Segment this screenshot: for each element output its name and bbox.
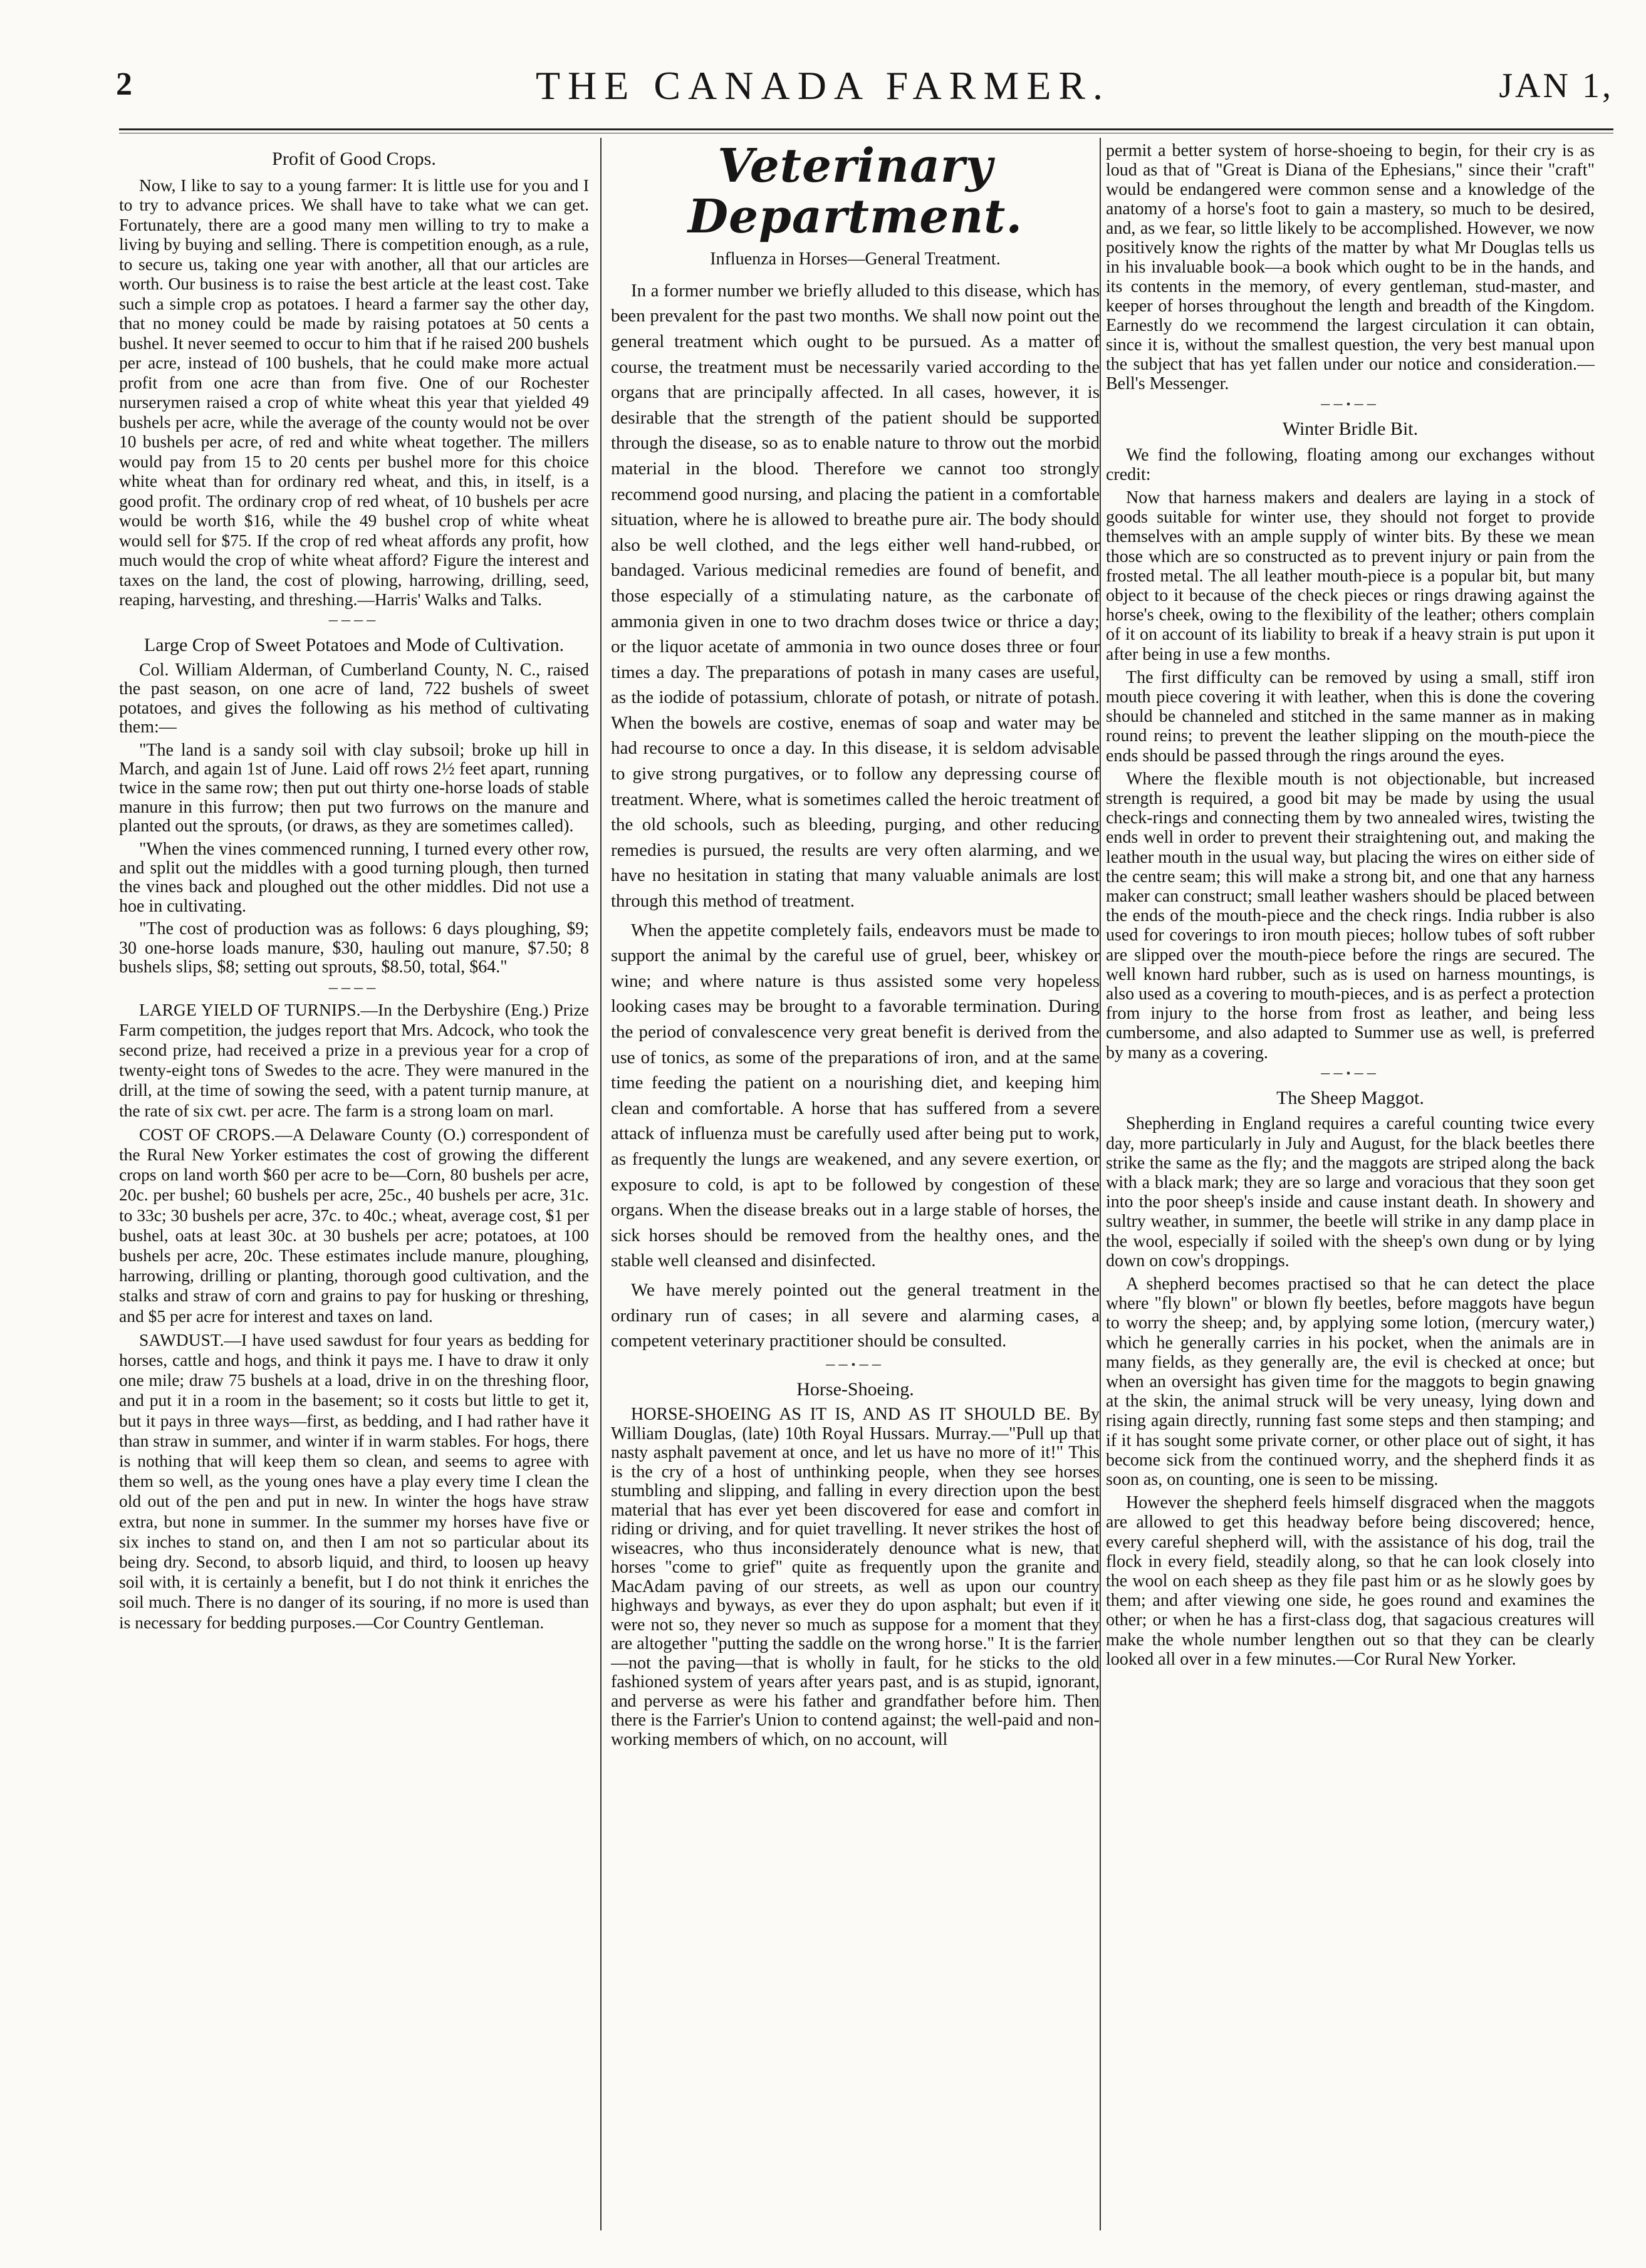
article-heading: The Sheep Maggot. [1276,1087,1424,1108]
article-paragraph: permit a better system of horse-shoeing to begin, for their cry is as loud as that of "Great is Diana of the Ephesians," since their "craft" would be endangered were common sense and a knowledge of the anatomy of a horse's foot to gain a mastery, so much to be desired, and, as we fear, so little likely to be accomplished. However, we now positively know the rights of the matter by what Mr Douglas tells us in his invaluable book—a book which ought to be in the hands, and its contents in the memory, of every gentleman, stud-master, and keeper of horses throughout the length and breadth of the Kingdom. Earnestly do we recommend the largest circulation it can obtain, since it is, without the smallest question, the very best manual upon the subject that has yet fallen under our notice and consideration.—Bell's Messenger. [1106,141,1595,393]
article-paragraph: COST OF CROPS.—A Delaware County (O.) correspondent of the Rural New Yorker estimates the cost of growing the different crops on land worth $60 per acre to be—Corn, 80 bushels per acre, 20c. per bushel; 60 bushels per acre, 25c., 40 bushels per acre, 31c. to 33c; 30 bushels per acre, 37c. to 40c.; wheat, average cost, $1 per bushel, oats at least 30c. at 30 bushels per acre; potatoes, at 100 bushels per acre, 20c. These estimates include manure, ploughing, harrowing, drilling or planting, thorough good cultivation, and the stalks and straw of corn and grains to pay for husking or threshing, and $5 per acre for interest and taxes on land. [119,1124,589,1326]
section-separator: ──── [328,981,380,996]
article-paragraph: However the shepherd feels himself disgraced when the maggots are allowed to get this headway before being discovered; hence, every careful shepherd will, with the assistance of his dog, trail the flock in every field, steadily along, so that he can look closely into the wool on each sheep as they file past him or as he slowly goes by them; and after viewing one side, he goes round and examines the other; or when he has a first-class dog, that sagacious creatures will make the whole number lengthen out so that they can be clearly looked all over in a few minutes.—Cor Rural New Yorker. [1106,1493,1595,1669]
masthead [0,0,1646,157]
article-paragraph: "When the vines commenced running, I turned every other row, and split out the middles with a good turning plough, then turned the vines back and ploughed out the other middles. Did not use a hoe in cultivating. [119,839,589,916]
article-miscellany [119,1000,589,1633]
article-heading: Profit of Good Crops. [272,148,436,169]
article-horse-shoeing-continued [1106,141,1595,393]
article-profit-of-good-crops [119,148,589,610]
article-paragraph: We find the following, floating among our exchanges without credit: [1106,445,1595,484]
article-sweet-potatoes [119,635,589,977]
article-veterinary-department [611,141,1100,1354]
department-heading: Veterinary Department. [687,141,1023,244]
article-paragraph: "The cost of production was as follows: 6 days ploughing, $9; 30 one-horse loads manure, $30, hauling out manure, $7.50; 8 bushels slips, $8; setting out sprouts, $8.50, total, $64." [119,919,589,977]
article-heading: Winter Bridle Bit. [1282,419,1419,439]
column-1 [119,141,589,2227]
article-paragraph: Col. William Alderman, of Cumberland County, N. C., raised the past season, on one acre of land, 722 bushels of sweet potatoes, and gives the following as his method of cultivating them:— [119,660,589,737]
article-paragraph: Now that harness makers and dealers are laying in a stock of goods suitable for winter use, they should not forget to provide themselves with an ample supply of winter bits. By these we mean those which are so constructed as to prevent injury or pain from the frosted metal. The all leather mouth-piece is a popular bit, but many object to it because of the check pieces or rings drawing against the horse's cheek, owing to the flexibility of the leather; others complain of it on account of its liability to break if a heavy strain is put upon it after being in use a few months. [1106,487,1595,664]
article-paragraph: When the appetite completely fails, endeavors must be made to support the animal by the careful use of gruel, beer, whiskey or wine; and where nature is thus assisted some very hopeless looking cases may be brought to a favorable termination. During the period of convalescence very great benefit is derived from the use of tonics, as some of the preparations of iron, and at the same time feeding the patient on a nourishing diet, and keeping him clean and comfortable. A horse that has suffered from a severe attack of influenza must be carefully used after being put to work, as frequently the lungs are weakened, and any severe exertion, or exposure to cold, is apt to be followed by congestion of these organs. When the disease breaks out in a large stable of horses, the sick horses should be removed from the healthy ones, and the stable well cleansed and disinfected. [611,920,1100,1271]
article-winter-bridle-bit [1106,419,1595,1063]
column-divider [600,138,602,2230]
article-paragraph: Where the flexible mouth is not objectionable, but increased strength is required, a good bit may be made by using the usual check-rings and connecting them by two annealed wires, twisting the ends well in order to prevent their straightening out, and making the leather mouth in the usual way, but placing the wires on either side of the centre seam; this will make a strong bit, and one that any harness maker can construct; small leather washers should be placed between the ends of the mouth-piece and the check rings. India rubber is also used for coverings to iron mouth pieces; hollow tubes of soft rubber are slipped over the mouth-piece before the rings are secured. The well known hard rubber, such as is used on harness mountings, is also used as a covering to mouth-pieces, and is as perfect a protection from injury to the horse from frost as leather, and being less cumbersome, and also adapted to Summer use as well, is preferred by many as a covering. [1106,769,1595,1063]
section-separator: ──•── [1321,398,1380,412]
article-paragraph: HORSE-SHOEING AS IT IS, AND AS IT SHOULD BE. By William Douglas, (late) 10th Royal Hussars. Murray.—"Pull up that nasty asphalt pavement at once, and let us have no more of it!" This is the cry of a host of unthinking people, when they see horses stumbling and slipping, and falling in every direction upon the best material that has ever yet been discovered for ease and comfort in riding or driving, and for quiet travelling. It never strikes the host of wiseacres, who thus inconsiderately denounce what is new, that horses "come to grief" quite as frequently upon the granite and MacAdam paving of our streets, as well as upon our country highways and byways, as ever they do upon asphalt; but even if it were not so, they never so much as suppose for a moment that they are altogether "putting the saddle on the wrong horse." It is the farrier—not the paving—that is wholly in fault, for he sticks to the old fashioned system of years after years past, and is as stupid, ignorant, and perverse as were his father and grandfather before him. Then there is the Farrier's Union to contend against; the well-paid and non-working members of which, on no account, will [611,1405,1100,1749]
article-paragraph: The first difficulty can be removed by using a small, stiff iron mouth piece covering it with leather, when this is done the covering should be channeled and stitched in the same manner as in making round reins; to prevent the leather slipping on the mouth-piece the ends should be passed through the rings around the eyes. [1106,667,1595,766]
masthead-rule [119,128,1613,130]
article-paragraph: We have merely pointed out the general treatment in the ordinary run of cases; in all severe and alarming cases, a competent veterinary practitioner should be consulted. [611,1279,1100,1351]
issue-date: JAN 1, [1499,66,1613,105]
newspaper-title: THE CANADA FARMER. [535,63,1111,108]
article-paragraph: A shepherd becomes practised so that he can detect the place where "fly blown" or blown fly beetles, before maggots have begun to worry the sheep; and, by applying some lotion, (mercury water,) which he generally carries in his pocket, when the animals are in many fields, as they generally are, the evil is checked at once; but when an oversight has given time for the maggots to begin gnawing at the skin, the animal struck will be very uneasy, lying down and rising again directly, running fast some steps and then stamping; and if it has sought some private corner, or other place out of sight, it has become sick from the continued worry, and the shepherd finds it as soon as, on counting, one is seen to be missing. [1106,1274,1595,1489]
article-paragraph: Shepherding in England requires a careful counting twice every day, more particularly in July and August, for the black beetles there strike the same as the fly; and the maggots are striped along the back with a black mark; they are so large and voracious that they soon get into the poor sheep's inside and cause instant death. In showery and sultry weather, in summer, the beetle will strike in any damp place in the wool, especially if soiled with the sheep's own dung or by lying down on cow's droppings. [1106,1114,1595,1271]
article-paragraph: "The land is a sandy soil with clay subsoil; broke up hill in March, and again 1st of June. Laid off rows 2½ feet apart, running twice in the same row; then put out thirty one-horse loads of stable manure in this furrow; then put two furrows on the manure and planted out the sprouts, (or draws, as they are sometimes called). [119,740,589,836]
article-subheading: Influenza in Horses—General Treatment. [710,249,1001,269]
column-2 [611,141,1100,2227]
article-paragraph: LARGE YIELD OF TURNIPS.—In the Derbyshire (Eng.) Prize Farm competition, the judges report that Mrs. Adcock, who took the second prize, had received a prize in a previous year for a crop of twenty-eight tons of Swedes to the acre. They were manured in the drill, at the time of sowing the seed, with a patent turnip manure, at the rate of six cwt. per acre. The farm is a strong loam on marl. [119,999,589,1120]
article-paragraph: In a former number we briefly alluded to this disease, which has been prevalent for the past two months. We shall now point out the general treatment which ought to be pursued. As a matter of course, the treatment must be necessarily varied according to the organs that are principally affected. In all cases, however, it is desirable that the strength of the patient should be supported through the disease, so as to enable nature to throw out the morbid material in the blood. Therefore we cannot too strongly recommend good nursing, and placing the patient in a comfortable situation, where he is allowed to breathe pure air. The body should also be well clothed, and the legs either well hand-rubbed, or bandaged. Various medicinal remedies are found of benefit, and those especially of a stimulating nature, as the carbonate of ammonia given in one to two drachm doses twice or thrice a day; or the liquor acetate of ammonia in two ounce doses three or four times a day. The preparations of potash in many cases are useful, as the iodide of potassium, chlorate of potash, or nitrate of potash. When the bowels are costive, enemas of soap and water may be had recourse to once a day. In this disease, it is seldom advisable to give strong purgatives, or to follow any depressing course of treatment. Where, what is sometimes called the heroic treatment of the old schools, such as bleeding, purging, and other reducing remedies is pursued, the results are very often alarming, and we have no hesitation in stating that many valuable animals are lost through this method of treatment. [611,280,1100,912]
page-number: 2 [116,66,132,102]
article-paragraph: Now, I like to say to a young farmer: It is little use for you and I to try to advance prices. We shall have to take what we can get. Fortunately, there are a good many men willing to try to make a living by buying and selling. There is competition enough, as a rule, to secure us, taking one year with another, all that our articles are worth. Our business is to raise the best article at the least cost. Take such a simple crop as potatoes. I heard a farmer say the other day, that no money could be made by raising potatoes at 50 cents a bushel. It never seemed to occur to him that if he raised 200 bushels per acre, instead of 100 bushels, that he could make more actual profit from one acre than from five. One of our Rochester nurserymen raised a crop of white wheat this year that yielded 49 bushels per acre, while the average of the county would not be over 10 bushels per acre, of red and white wheat together. The millers would pay from 15 to 20 cents per bushel more for this choice white wheat than for ordinary red wheat, and this, in itself, is a good profit. The ordinary crop of red wheat, of 10 bushels per acre would be worth $16, while the 49 bushel crop of white wheat would sell for $75. If the crop of red wheat affords any profit, how much would the crop of white wheat afford? Figure the interest and taxes on the land, the cost of plowing, harrowing, drilling, seed, reaping, harvesting, and threshing.—Harris' Walks and Talks. [119,175,589,609]
section-separator: ──── [328,613,380,628]
article-paragraph: SAWDUST.—I have used sawdust for four years as bedding for horses, cattle and hogs, and think it pays me. I have to draw it only one mile; draw 75 bushels at a load, drive in on the threshing floor, and put it in a room in the basement; so it costs but little to get it, but it pays in three ways—first, as bedding, and I had rather have it than straw in summer, and winter if in warm stables. For hogs, there is nothing that will keep them so clean, and seems to agree with them so well, as the young ones have a play every time I clean the old out of the pen and put in new. In winter the hogs have straw extra, but none in summer. In the summer my horses have five or six inches to stand on, and then I am not so particular about its being dry. Second, to absorb liquid, and third, to loosen up heavy soil with, it is certainly a benefit, but I do not think it enriches the soil much. There is no danger of its souring, if no more is used than is necessary for bedding purposes.—Cor Country Gentleman. [119,1329,589,1632]
article-horse-shoeing [611,1379,1100,1750]
column-3 [1106,141,1595,2227]
article-sheep-maggot [1106,1088,1595,1669]
section-separator: ──•── [826,1358,885,1372]
column-divider [1100,138,1101,2230]
article-heading: Horse-Shoeing. [796,1378,914,1400]
section-separator: ──•── [1321,1066,1380,1081]
article-heading: Large Crop of Sweet Potatoes and Mode of Cultivation. [143,634,565,655]
